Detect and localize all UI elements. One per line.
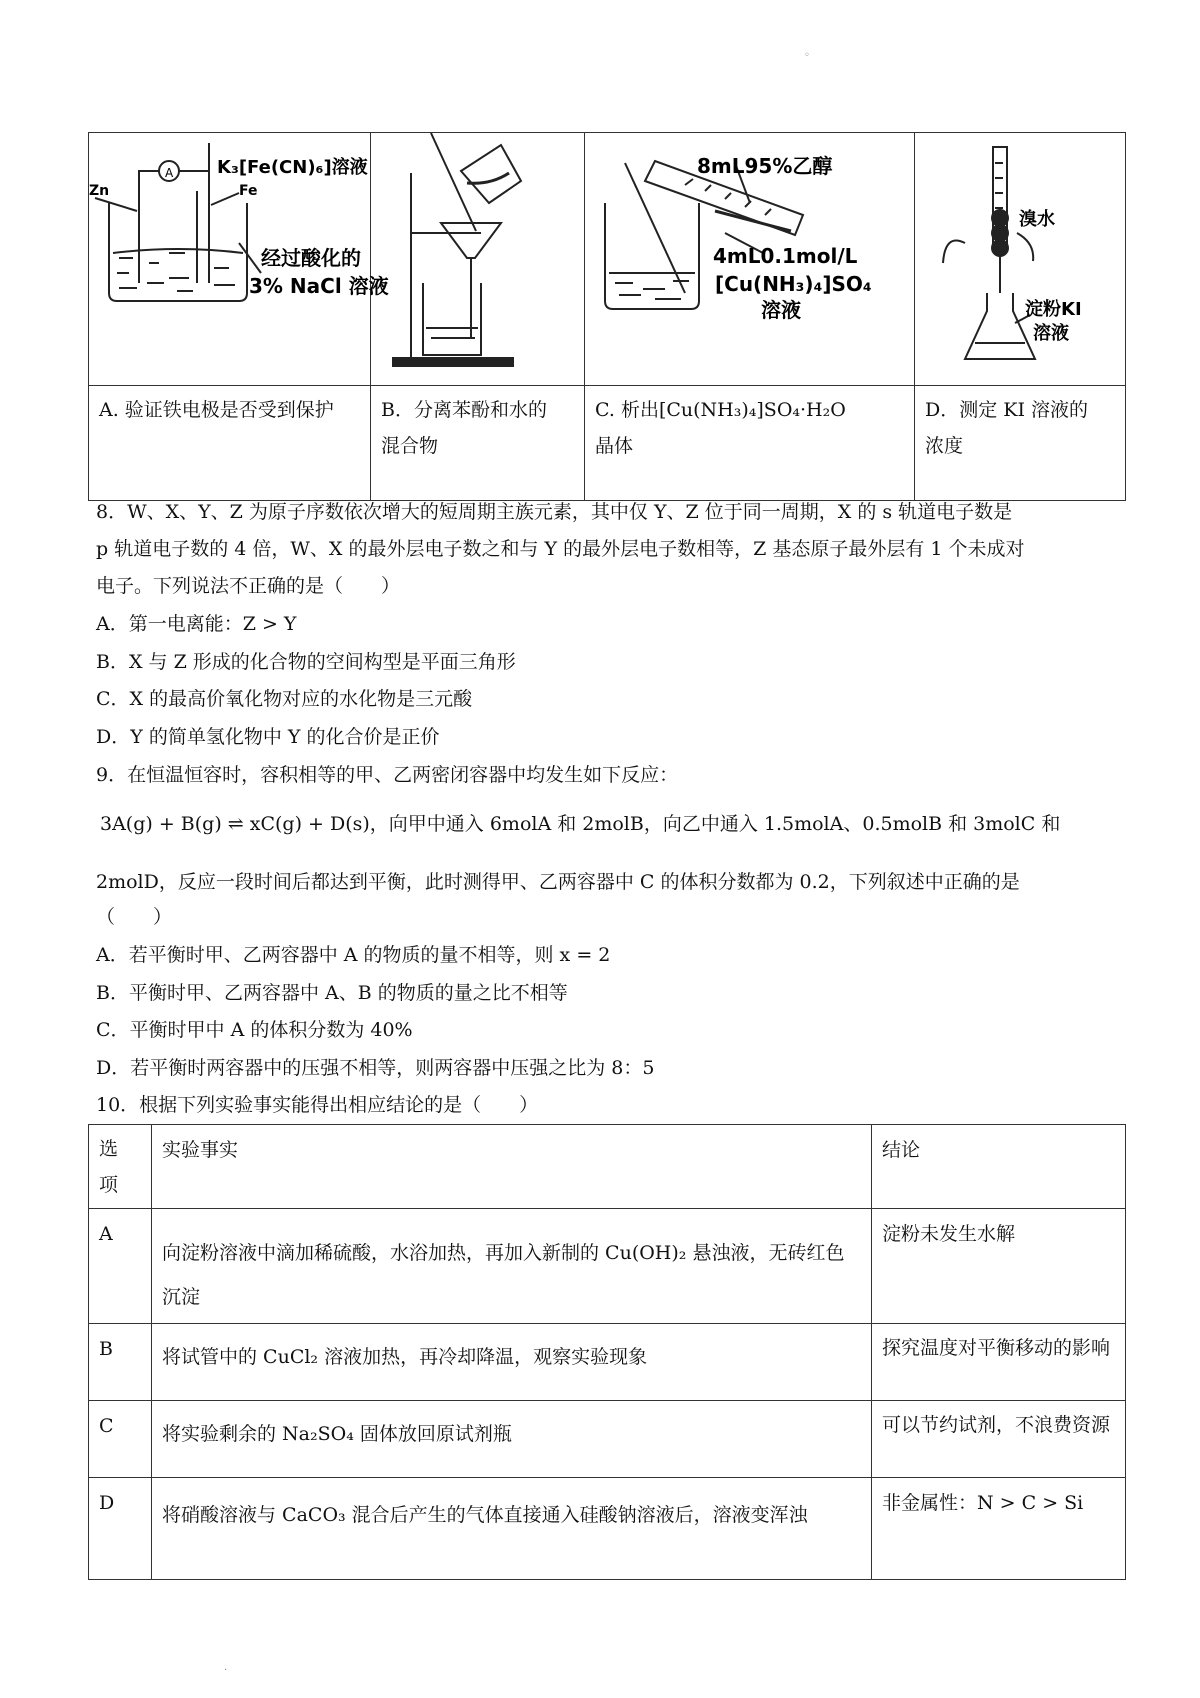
q9-option-b: B．平衡时甲、乙两容器中 A、B 的物质的量之比不相等	[96, 982, 568, 1004]
bromine-water-label: 溴水	[1019, 209, 1055, 230]
solution-label-d: 溶液	[1033, 323, 1069, 344]
q8-option-a: A．第一电离能：Z > Y	[96, 613, 297, 635]
table-row	[89, 1478, 1126, 1580]
q8-line1: 8．W、X、Y、Z 为原子序数依次增大的短周期主族元素，其中仅 Y、Z 位于同一周期，X 的 s 轨道电子数是	[96, 501, 1013, 523]
ethanol-label: 8mL95%乙醇	[697, 154, 833, 178]
row-a-conclusion: 淀粉未发生水解	[872, 1209, 1126, 1324]
row-a-fact: 向淀粉溶液中滴加稀硫酸，水浴加热，再加入新制的 Cu(OH)₂ 悬浊液，无砖红色沉淀	[152, 1209, 872, 1324]
crystallization-diagram	[585, 133, 913, 381]
caption-c-prefix: C. 析出	[595, 399, 659, 421]
q10-table	[88, 1124, 1126, 1580]
row-d-option: D	[89, 1478, 152, 1580]
figure-table	[88, 132, 1126, 501]
caption-c	[585, 386, 915, 501]
q9-line2: ，向甲中通入 6molA 和 2molB，向乙中通入 1.5molA、0.5molB 和 3molC 和	[369, 813, 1061, 835]
row-b-fact: 将试管中的 CuCl₂ 溶液加热，再冷却降温，观察实验现象	[152, 1324, 872, 1401]
complex-label: [Cu(NH₃)₄]SO₄	[715, 272, 872, 296]
q9-equation-line	[100, 812, 1060, 836]
caption-a-text: A. 验证铁电极是否受到保护	[99, 399, 334, 421]
row-d-conclusion: 非金属性：N > C > Si	[872, 1478, 1126, 1580]
ferricyanide-label: K₃[Fe(CN)₆]溶液	[217, 157, 368, 178]
q9-line3: 2molD，反应一段时间后都达到平衡，此时测得甲、乙两容器中 C 的体积分数都为 0.2，下列叙述中正确的是	[96, 871, 1020, 893]
q8-option-b: B．X 与 Z 形成的化合物的空间构型是平面三角形	[96, 651, 516, 673]
caption-c-formula: [Cu(NH₃)₄]SO₄·H₂O	[658, 399, 846, 421]
row-b-option: B	[89, 1324, 152, 1401]
row-c-conclusion: 可以节约试剂，不浪费资源	[872, 1401, 1126, 1478]
table-row	[89, 1324, 1126, 1401]
row-c-fact: 将实验剩余的 Na₂SO₄ 固体放回原试剂瓶	[152, 1401, 872, 1478]
caption-d-line2: 浓度	[925, 435, 964, 457]
acidified-label: 经过酸化的	[261, 246, 361, 270]
caption-c-line2: 晶体	[595, 435, 634, 457]
figure-d-cell	[915, 133, 1126, 386]
starch-ki-label: 淀粉KI	[1025, 299, 1082, 320]
solution-label-c: 溶液	[761, 298, 801, 322]
figure-a-cell	[89, 133, 389, 386]
q8-option-c: C．X 的最高价氧化物对应的水化物是三元酸	[96, 688, 473, 710]
q9-equation: 3A(g) + B(g) ⇌ xC(g) + D(s)	[100, 813, 370, 835]
ammeter-label: A	[165, 166, 174, 180]
fe-electrode-label: Fe	[239, 183, 258, 199]
q9-line1: 9．在恒温恒容时，容积相等的甲、乙两密闭容器中均发生如下反应：	[96, 764, 679, 786]
q9-option-d: D．若平衡时两容器中的压强不相等，则两容器中压强之比为 8：5	[96, 1057, 655, 1079]
q9-line4: （ ）	[96, 906, 173, 928]
caption-b-line1: B．分离苯酚和水的	[381, 399, 547, 421]
titration-diagram	[915, 133, 1124, 381]
q10-stem: 10．根据下列实验事实能得出相应结论的是（ ）	[96, 1094, 539, 1116]
figure-b-cell	[371, 133, 585, 386]
q9-option-c: C．平衡时甲中 A 的体积分数为 40%	[96, 1019, 413, 1041]
table-row	[89, 1401, 1126, 1478]
row-a-option: A	[89, 1209, 152, 1324]
caption-b	[371, 386, 585, 501]
q8-option-d: D．Y 的简单氢化物中 Y 的化合价是正价	[96, 726, 440, 748]
row-b-conclusion: 探究温度对平衡移动的影响	[872, 1324, 1126, 1401]
galvanic-cell-diagram	[89, 133, 389, 373]
zn-electrode-label: Zn	[89, 183, 110, 199]
figure-c-cell	[585, 133, 915, 386]
table-header-row	[89, 1125, 1126, 1209]
scan-dot: .	[224, 1662, 228, 1673]
concentration-label: 4mL0.1mol/L	[713, 244, 858, 268]
header-option	[89, 1125, 152, 1209]
q8-line3: 电子。下列说法不正确的是（ ）	[96, 575, 401, 597]
header-option-text: 选项	[99, 1138, 119, 1196]
q8-line2: p 轨道电子数的 4 倍，W、X 的最外层电子数之和与 Y 的最外层电子数相等，Z 基态原子最外层有 1 个未成对	[96, 538, 1025, 560]
header-fact: 实验事实	[152, 1125, 872, 1209]
row-c-option: C	[89, 1401, 152, 1478]
caption-d	[915, 386, 1126, 501]
q9-option-a: A．若平衡时甲、乙两容器中 A 的物质的量不相等，则 x = 2	[96, 944, 611, 966]
table-row	[89, 1209, 1126, 1324]
nacl-solution-label: 3% NaCl 溶液	[249, 274, 389, 298]
caption-d-line1: D．测定 KI 溶液的	[925, 399, 1089, 421]
row-d-fact: 将硝酸溶液与 CaCO₃ 混合后产生的气体直接通入硅酸钠溶液后，溶液变浑浊	[152, 1478, 872, 1580]
header-conclusion: 结论	[872, 1125, 1126, 1209]
caption-a	[89, 386, 371, 501]
filtration-diagram	[371, 133, 583, 381]
scan-dot: ◦	[804, 50, 810, 61]
caption-b-line2: 混合物	[381, 435, 439, 457]
